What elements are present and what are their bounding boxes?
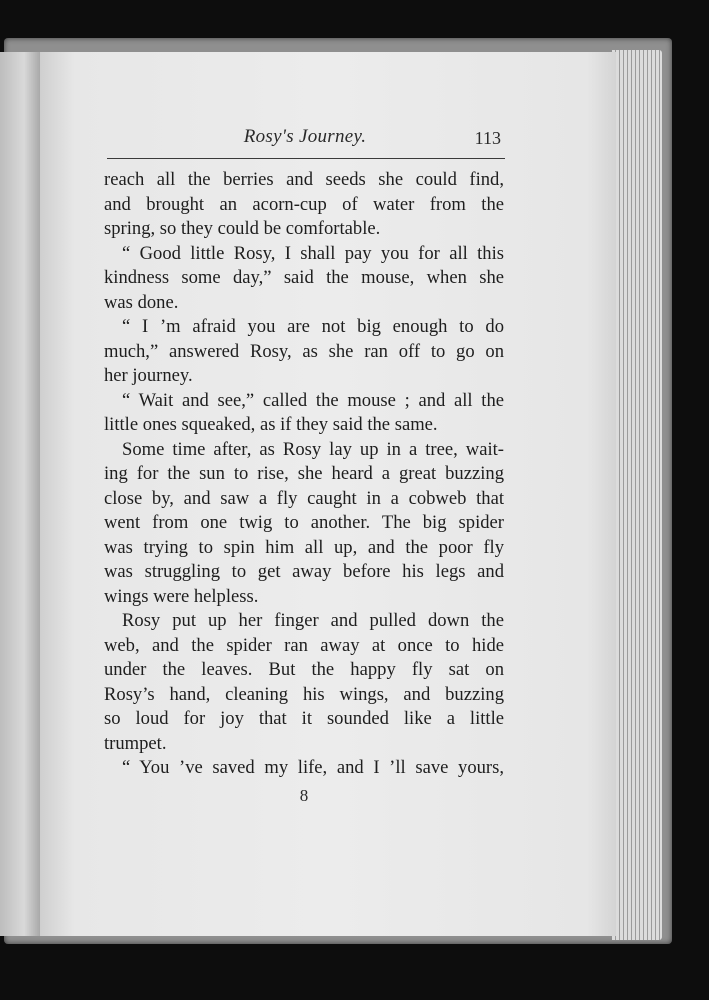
text-line: so loud for joy that it sounded like a little — [104, 708, 504, 729]
text-line: Rosy’s hand, cleaning his wings, and buzzing — [104, 683, 504, 705]
page-edges — [612, 50, 662, 940]
text-line: was done. — [104, 291, 179, 313]
page-number: 113 — [474, 128, 501, 148]
left-page-edge — [0, 52, 40, 936]
running-title: Rosy's Journey. — [243, 126, 367, 147]
text-line: went from one twig to another. The big spider — [104, 512, 504, 533]
text-line: “ Good little Rosy, I shall pay you for all this — [122, 242, 504, 264]
text-line: much,” answered Rosy, as she ran off to go on — [104, 340, 504, 362]
text-line: “ I ’m afraid you are not big enough to do — [122, 316, 504, 337]
text-line: under the leaves. But the happy fly sat on — [104, 659, 504, 680]
text-line: was struggling to get away before his legs and — [104, 561, 504, 582]
text-line: Rosy put up her finger and pulled down the — [122, 610, 504, 631]
text-line: little ones squeaked, as if they said the same. — [104, 414, 438, 435]
signature-mark: 8 — [299, 786, 309, 805]
text-line: close by, and saw a fly caught in a cobweb that — [104, 487, 504, 509]
text-line: spring, so they could be comfortable. — [104, 218, 381, 239]
text-line: kindness some day,” said the mouse, when she — [104, 267, 504, 288]
text-line: ing for the sun to rise, she heard a great buzzing — [104, 463, 504, 484]
text-line: Some time after, as Rosy lay up in a tree, wait- — [122, 438, 504, 460]
text-line: “ You ’ve saved my life, and I ’ll save yours, — [122, 757, 504, 778]
text-line: reach all the berries and seeds she could find, — [104, 169, 504, 190]
text-line: “ Wait and see,” called the mouse ; and all the — [122, 389, 504, 411]
text-line: web, and the spider ran away at once to hide — [104, 634, 504, 656]
text-line: her journey. — [104, 365, 193, 386]
footer — [104, 0, 504, 1000]
text-line: and brought an acorn-cup of water from the — [104, 193, 504, 215]
text-line: trumpet. — [104, 732, 167, 754]
text-line: wings were helpless. — [104, 585, 259, 607]
text-line: was trying to spin him all up, and the poor fly — [104, 536, 504, 558]
